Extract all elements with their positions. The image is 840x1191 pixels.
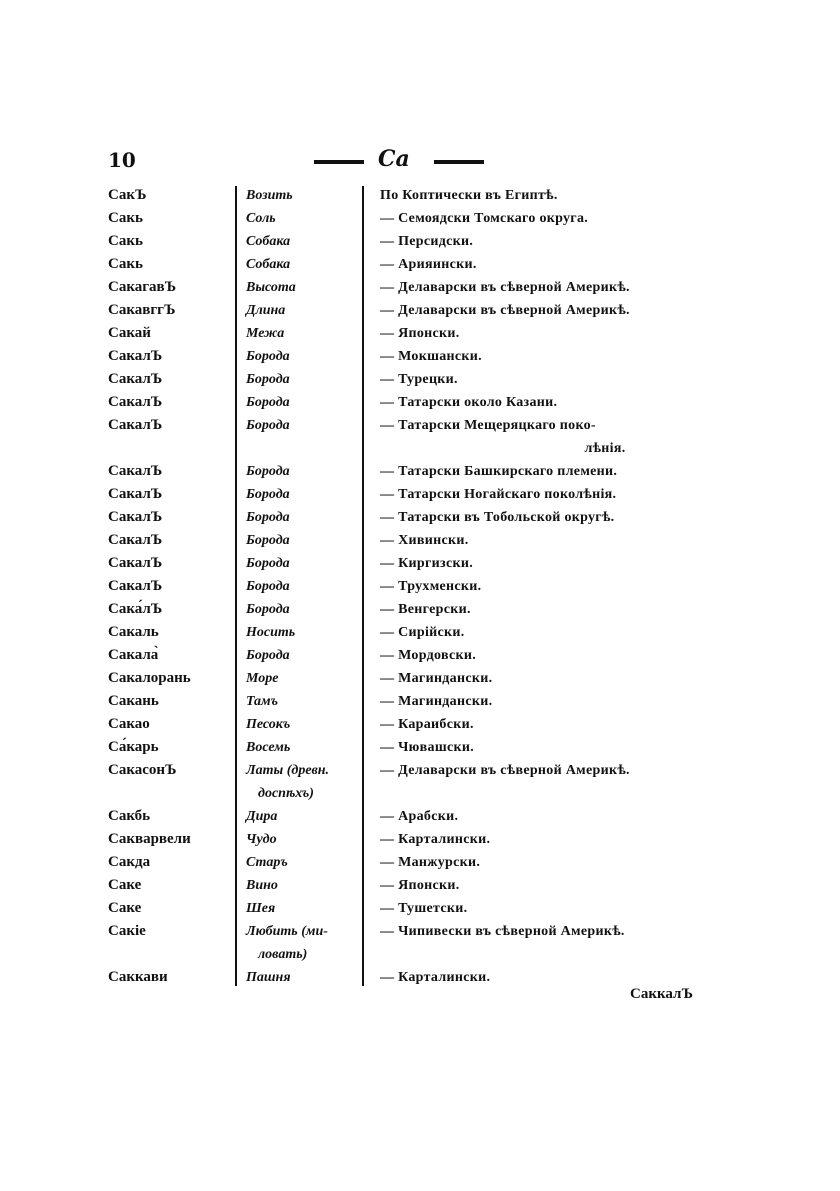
- entry-language: [370, 736, 710, 759]
- entry-meaning: [238, 690, 370, 713]
- entry-word: Сакалорань: [108, 670, 191, 686]
- entry-language-line: — Делаварски въ сѣверной Америкѣ.: [380, 280, 630, 295]
- entry-language: [370, 414, 710, 460]
- entry-language-line: — Сирійски.: [380, 625, 465, 640]
- entry-meaning-line: Шея: [246, 901, 276, 916]
- entry-meaning-line: Море: [246, 671, 279, 686]
- entry-word: Саке: [108, 900, 142, 916]
- entry-meaning: [238, 828, 370, 851]
- entry-language: [370, 322, 710, 345]
- dictionary-entry: [108, 667, 710, 690]
- entry-meaning-line: Длина: [246, 303, 286, 318]
- entry-language-line: — Семоядски Томскаго округа.: [380, 211, 589, 226]
- entry-meaning: [238, 621, 370, 644]
- entry-meaning-line: Борода: [246, 510, 290, 525]
- page-number: 10: [108, 148, 136, 172]
- entry-meaning-line: Борода: [246, 418, 290, 433]
- dictionary-entry: [108, 368, 710, 391]
- entry-language-line: — Татарски въ Тобольской округѣ.: [380, 510, 615, 525]
- entry-language-line: — Татарски Мещеряцкаго поко-: [380, 418, 596, 433]
- entry-meaning-line: Собака: [246, 234, 291, 249]
- entry-language: [370, 529, 710, 552]
- entry-meaning-line: Борода: [246, 579, 290, 594]
- entry-word: СакалЪ: [108, 555, 163, 571]
- dictionary-entry: [108, 575, 710, 598]
- entry-meaning-line: Борода: [246, 533, 290, 548]
- entry-language: [370, 253, 710, 276]
- entry-meaning-line: Вино: [246, 878, 278, 893]
- entry-language-line: — Карталински.: [380, 832, 491, 847]
- entry-word: Саккави: [108, 969, 168, 985]
- entry-meaning: [238, 966, 370, 989]
- entry-language: [370, 828, 710, 851]
- dictionary-entry: [108, 207, 710, 230]
- entry-language: [370, 460, 710, 483]
- entry-language-line: — Японски.: [380, 878, 460, 893]
- entry-language-line: — Делаварски въ сѣверной Америкѣ.: [380, 763, 630, 778]
- entry-language-line: — Чювашски.: [380, 740, 474, 755]
- dictionary-entry: [108, 391, 710, 414]
- entry-language: [370, 552, 710, 575]
- dictionary-entry: [108, 483, 710, 506]
- entry-meaning-line: Высота: [246, 280, 296, 295]
- entry-language-line: — Карталински.: [380, 970, 491, 985]
- entry-word: СакалЪ: [108, 486, 163, 502]
- entry-meaning: [238, 184, 370, 207]
- entry-meaning-line: Борода: [246, 395, 290, 410]
- entry-language: [370, 276, 710, 299]
- entry-language-line: — Караибски.: [380, 717, 474, 732]
- dictionary-entry: [108, 920, 710, 966]
- entry-meaning: [238, 345, 370, 368]
- entry-meaning-line: Борода: [246, 487, 290, 502]
- entry-meaning: [238, 805, 370, 828]
- entry-language: [370, 184, 710, 207]
- entry-meaning: [238, 759, 370, 805]
- entry-language-line: — Тушетски.: [380, 901, 468, 916]
- entry-language: [370, 897, 710, 920]
- entry-language: [370, 759, 710, 805]
- entry-meaning: [238, 897, 370, 920]
- entry-meaning: [238, 598, 370, 621]
- entry-language-line: По Коптически въ Египтѣ.: [380, 188, 558, 203]
- entry-meaning-continuation: доспѣхъ): [258, 786, 314, 801]
- entry-meaning: [238, 460, 370, 483]
- entry-language-line: — Японски.: [380, 326, 460, 341]
- header-rule-left: [314, 160, 364, 164]
- entry-language: [370, 506, 710, 529]
- entry-language-line: — Делаварски въ сѣверной Америкѣ.: [380, 303, 630, 318]
- entry-meaning: [238, 644, 370, 667]
- entry-meaning-line: Старъ: [246, 855, 288, 870]
- entry-meaning-line: Песокъ: [246, 717, 291, 732]
- entry-meaning-line: Борода: [246, 372, 290, 387]
- entry-language-line: — Татарски Ногайскаго поколѣнія.: [380, 487, 617, 502]
- entry-meaning: [238, 667, 370, 690]
- entry-meaning-line: Возить: [246, 188, 293, 203]
- catchword: СаккалЪ: [630, 986, 693, 1002]
- entry-meaning-line: Чудо: [246, 832, 277, 847]
- dictionary-entry: [108, 805, 710, 828]
- entry-meaning-continuation: ловать): [258, 947, 308, 962]
- entry-language-line: — Хивински.: [380, 533, 469, 548]
- entry-word: СакалЪ: [108, 417, 163, 433]
- entry-meaning: [238, 851, 370, 874]
- entry-language-line: — Чипивески въ сѣверной Америкѣ.: [380, 924, 625, 939]
- dictionary-entry: [108, 966, 710, 989]
- entry-language: [370, 575, 710, 598]
- header-rule-right: [434, 160, 484, 164]
- entry-meaning-line: Межа: [246, 326, 285, 341]
- entry-language-line: — Венгерски.: [380, 602, 471, 617]
- entry-meaning: [238, 253, 370, 276]
- entry-language-continuation: лѣнія.: [584, 441, 626, 456]
- dictionary-entry: [108, 598, 710, 621]
- entry-language-line: — Татарски Башкирскаго племени.: [380, 464, 618, 479]
- dictionary-entry: [108, 713, 710, 736]
- entry-language-line: — Мордовски.: [380, 648, 477, 663]
- entry-meaning: [238, 322, 370, 345]
- entry-meaning: [238, 529, 370, 552]
- entry-word: Сакань: [108, 693, 159, 709]
- entry-meaning-line: Носить: [246, 625, 296, 640]
- entry-language-line: — Трухменски.: [380, 579, 482, 594]
- entry-meaning: [238, 920, 370, 966]
- entry-language-line: — Магиндански.: [380, 694, 493, 709]
- entry-meaning: [238, 299, 370, 322]
- entry-meaning-line: Дира: [246, 809, 278, 824]
- dictionary-entry: [108, 828, 710, 851]
- dictionary-entry: [108, 874, 710, 897]
- entry-meaning-line: Латы (древн.: [246, 763, 330, 778]
- entry-meaning: [238, 414, 370, 460]
- dictionary-entry: [108, 299, 710, 322]
- entry-language-line: — Татарски около Казани.: [380, 395, 558, 410]
- entry-word: СакавггЪ: [108, 302, 176, 318]
- dictionary-entry: [108, 621, 710, 644]
- dictionary-entry: [108, 276, 710, 299]
- entry-language: [370, 874, 710, 897]
- entry-language-line: — Арабски.: [380, 809, 459, 824]
- entry-language-line: — Мокшански.: [380, 349, 482, 364]
- entry-meaning: [238, 483, 370, 506]
- entry-language-line: — Арияински.: [380, 257, 477, 272]
- entry-language: [370, 667, 710, 690]
- entry-meaning: [238, 368, 370, 391]
- entry-meaning-line: Тамъ: [246, 694, 279, 709]
- entry-word: СакалЪ: [108, 509, 163, 525]
- entry-word: СакасонЪ: [108, 762, 177, 778]
- dictionary-entry: [108, 506, 710, 529]
- entry-language-line: — Персидски.: [380, 234, 474, 249]
- entry-word: Сакь: [108, 233, 143, 249]
- entry-word: СакалЪ: [108, 532, 163, 548]
- entry-meaning-line: Восемь: [246, 740, 291, 755]
- entry-meaning-line: Борода: [246, 602, 290, 617]
- entry-language: [370, 598, 710, 621]
- entry-meaning-line: Борода: [246, 556, 290, 571]
- entry-meaning-line: Пашня: [246, 970, 291, 985]
- dictionary-entry: [108, 230, 710, 253]
- entry-language-line: — Киргизски.: [380, 556, 474, 571]
- entry-word: Сакь: [108, 210, 143, 226]
- dictionary-entry: [108, 851, 710, 874]
- entry-language: [370, 713, 710, 736]
- entry-word: Сакда: [108, 854, 151, 870]
- entry-meaning: [238, 736, 370, 759]
- entry-language-line: — Манжурски.: [380, 855, 481, 870]
- entry-meaning: [238, 276, 370, 299]
- entry-meaning: [238, 230, 370, 253]
- entry-meaning: [238, 506, 370, 529]
- entry-language: [370, 368, 710, 391]
- dictionary-entry: [108, 690, 710, 713]
- dictionary-entry: [108, 736, 710, 759]
- entry-word: Сакай: [108, 325, 151, 341]
- entry-language: [370, 230, 710, 253]
- dictionary-entry: [108, 759, 710, 805]
- entry-word: СакЪ: [108, 187, 147, 203]
- entry-language: [370, 644, 710, 667]
- entry-meaning-line: Борода: [246, 648, 290, 663]
- entry-language: [370, 345, 710, 368]
- dictionary-entries: [108, 184, 710, 989]
- entry-meaning-line: Соль: [246, 211, 276, 226]
- entry-word: СакалЪ: [108, 463, 163, 479]
- entry-word: СакалЪ: [108, 371, 163, 387]
- entry-word: Сакаль: [108, 624, 159, 640]
- entry-word: Сакь: [108, 256, 143, 272]
- dictionary-entry: [108, 897, 710, 920]
- entry-meaning: [238, 207, 370, 230]
- entry-word: Сакао: [108, 716, 150, 732]
- entry-word: Саке: [108, 877, 142, 893]
- dictionary-entry: [108, 322, 710, 345]
- entry-language: [370, 621, 710, 644]
- entry-language: [370, 207, 710, 230]
- entry-language: [370, 805, 710, 828]
- entry-meaning-line: Борода: [246, 464, 290, 479]
- entry-language: [370, 690, 710, 713]
- entry-word: Сакварвели: [108, 831, 191, 847]
- entry-meaning: [238, 874, 370, 897]
- dictionary-entry: [108, 253, 710, 276]
- dictionary-entry: [108, 184, 710, 207]
- dictionary-entry: [108, 460, 710, 483]
- running-head: Са: [378, 146, 410, 172]
- entry-language: [370, 920, 710, 966]
- dictionary-entry: [108, 552, 710, 575]
- entry-language: [370, 299, 710, 322]
- entry-word: СакалЪ: [108, 578, 163, 594]
- entry-word: СакалЪ: [108, 394, 163, 410]
- entry-language: [370, 483, 710, 506]
- dictionary-table: [108, 184, 710, 989]
- dictionary-entry: [108, 644, 710, 667]
- entry-language: [370, 391, 710, 414]
- entry-language-line: — Турецки.: [380, 372, 458, 387]
- dictionary-entry: [108, 414, 710, 460]
- entry-language-line: — Магиндански.: [380, 671, 493, 686]
- entry-word: Сакбь: [108, 808, 151, 824]
- entry-word: СакагавЪ: [108, 279, 177, 295]
- entry-meaning: [238, 575, 370, 598]
- entry-word: Сакіе: [108, 923, 146, 939]
- page-header: [108, 148, 708, 176]
- entry-meaning: [238, 713, 370, 736]
- entry-word: Сака́лЪ: [108, 601, 163, 617]
- entry-word: Са́карь: [108, 739, 159, 755]
- entry-meaning-line: Собака: [246, 257, 291, 272]
- entry-meaning-line: Борода: [246, 349, 290, 364]
- entry-word: СакалЪ: [108, 348, 163, 364]
- entry-word: Сакала̀: [108, 647, 159, 663]
- entry-meaning: [238, 391, 370, 414]
- entry-language: [370, 851, 710, 874]
- dictionary-entry: [108, 529, 710, 552]
- entry-meaning: [238, 552, 370, 575]
- dictionary-entry: [108, 345, 710, 368]
- entry-meaning-line: Любить (ми-: [246, 924, 328, 939]
